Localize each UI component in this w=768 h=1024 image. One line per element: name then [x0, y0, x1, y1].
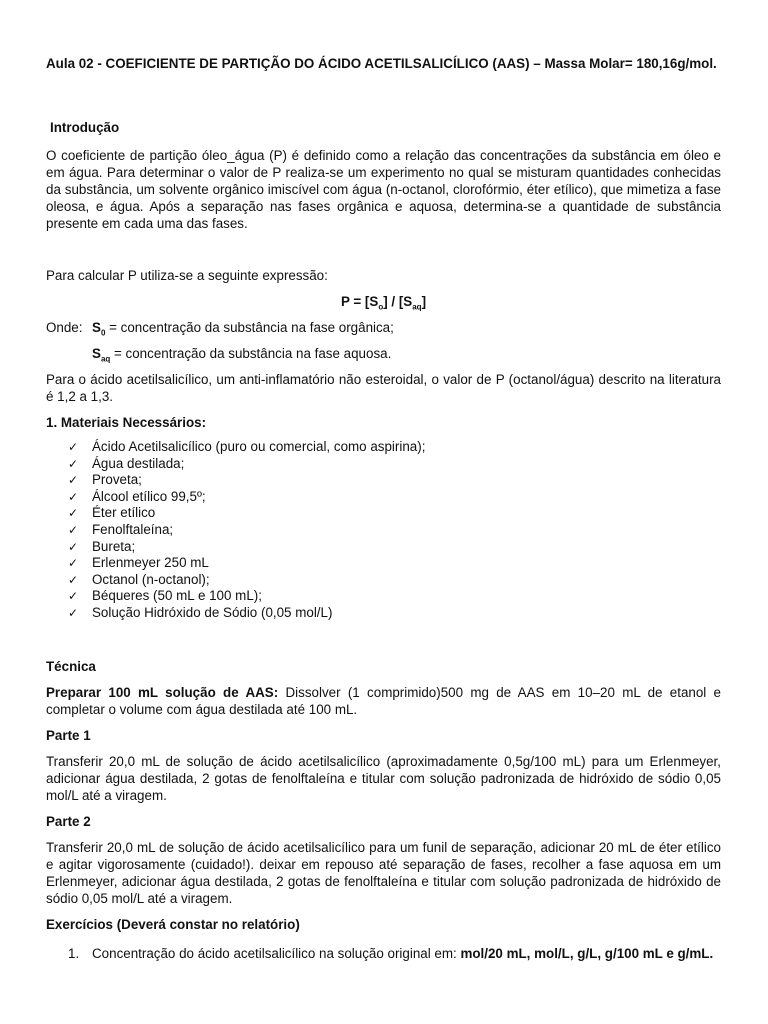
formula-lead: Para calcular P utiliza-se a seguinte expressão: — [46, 268, 328, 283]
material-item — [46, 439, 721, 456]
formula-sub-aq: aq — [412, 302, 422, 312]
material-item — [46, 505, 721, 522]
s0-sub: 0 — [100, 328, 106, 338]
checkmark-icon: ✓ — [68, 456, 79, 471]
material-item-text: Ácido Acetilsalicílico (puro ou comercial, como aspirina); — [92, 439, 426, 454]
material-item — [46, 555, 721, 572]
document-title: Aula 02 - COEFICIENTE DE PARTIÇÃO DO ÁCIDO ACETILSALICÍLICO (AAS) – Massa Molar= 180,16g/mol. — [46, 56, 717, 71]
material-item — [46, 572, 721, 589]
formula-part: ] — [421, 294, 427, 309]
material-item-text: Bureta; — [92, 538, 136, 554]
material-item-text: Fenolftaleína; — [92, 521, 174, 537]
checkmark-icon: ✓ — [68, 440, 79, 454]
formula-part: P = [S — [340, 294, 379, 309]
material-item — [46, 522, 721, 539]
material-item-text: Béqueres (50 mL e 100 mL); — [92, 588, 262, 604]
material-item-text: Proveta; — [92, 472, 142, 488]
intro-heading: Introdução — [50, 120, 120, 135]
exercise-text: Concentração do ácido acetilsalicílico na solução original em: — [92, 945, 461, 961]
exercise-item — [46, 942, 721, 966]
exercises-list — [46, 942, 721, 966]
aas-paragraph: Para o ácido acetilsalicílico, um anti-inflamatório não esteroidal, o valor de P (octanol/água) descrito na literatura é 1,2 a 1,3. — [46, 372, 721, 404]
formula-sub-o: o — [378, 302, 384, 312]
exercise-number: 1. — [68, 945, 80, 961]
s0-definition: = concentração da substância na fase orgânica; — [105, 320, 394, 335]
part2-heading: Parte 2 — [46, 813, 91, 829]
part1-heading: Parte 1 — [46, 727, 91, 743]
materials-list — [46, 439, 721, 622]
checkmark-icon: ✓ — [68, 539, 79, 554]
material-item — [46, 456, 721, 473]
prep-bold: Preparar 100 mL solução de AAS: — [46, 684, 279, 700]
saq-definition: = concentração da substância na fase aquosa. — [110, 346, 392, 361]
material-item-text: Solução Hidróxido de Sódio (0,05 mol/L) — [92, 604, 333, 620]
material-item-text: Éter etílico — [92, 505, 156, 521]
prep-text: Dissolver (1 comprimido)500 mg de AAS em 10–20 mL de etanol e completar o volume com água destilada até 100 mL. — [46, 684, 721, 717]
material-item-text: Octanol (n-octanol); — [92, 571, 210, 587]
part2-paragraph: Transferir 20,0 mL de solução de ácido acetilsalicílico para um funil de separação, adicionar 20 mL de éter etílico e agitar vigorosamente (cuidado!). deixar em repouso até separação de fases, recolher a fase aquosa em um Erlenmeyer, adicionar água destilada, 2 gotas de fenolftaleína e titular com solução padronizada de hidróxido de sódio 0,05 mol/L até a viragem. — [46, 839, 721, 906]
material-item — [46, 588, 721, 605]
exercises-heading: Exercícios (Deverá constar no relatório) — [46, 916, 300, 932]
definition-s0 — [46, 319, 721, 336]
material-item — [46, 472, 721, 489]
checkmark-icon: ✓ — [68, 556, 79, 571]
saq-symbol: S — [92, 346, 101, 361]
exercise-units: mol/20 mL, mol/L, g/L, g/100 mL e g/mL. — [460, 945, 714, 961]
materials-heading: 1. Materiais Necessários: — [46, 415, 207, 430]
prep-paragraph — [46, 684, 721, 718]
checkmark-icon: ✓ — [68, 572, 79, 587]
document-content — [46, 55, 721, 966]
material-item-text: Erlenmeyer 250 mL — [92, 555, 209, 571]
onde-label: Onde: — [46, 320, 83, 335]
material-item — [46, 605, 721, 622]
material-item — [46, 489, 721, 506]
saq-sub: aq — [100, 354, 111, 364]
material-item — [46, 539, 721, 556]
intro-paragraph: O coeficiente de partição óleo_água (P) é definido como a relação das concentrações da substância em óleo e em água. Para determinar o valor de P realiza-se um experimento no qual se misturam quantidades conhecidas da substância, um solvente orgânico imiscível com água (n-octanol, clorofórmio, éter etílico), que mimetiza a fase oleosa, e água. Após a separação nas fases orgânica e aquosa, determina-se a quantidade de substância presente em cada uma das fases. — [46, 148, 721, 231]
material-item-text: Água destilada; — [92, 455, 185, 471]
checkmark-icon: ✓ — [68, 489, 79, 504]
material-item-text: Álcool etílico 99,5º; — [92, 488, 206, 504]
part1-paragraph: Transferir 20,0 mL de solução de ácido acetilsalicílico (aproximadamente 0,5g/100 mL) para um Erlenmeyer, adicionar água destilada, 2 gotas de fenolftaleína e titular com solução padronizada de hidróxido de sódio 0,05 mol/L até a viragem. — [46, 753, 721, 803]
checkmark-icon: ✓ — [68, 506, 79, 521]
definition-saq — [46, 345, 721, 362]
checkmark-icon: ✓ — [68, 589, 79, 604]
checkmark-icon: ✓ — [68, 605, 79, 620]
formula-part: ] / [S — [383, 294, 413, 309]
checkmark-icon: ✓ — [68, 522, 79, 537]
partition-formula — [46, 293, 721, 310]
technique-heading: Técnica — [46, 658, 96, 674]
s0-symbol: S — [92, 320, 101, 335]
checkmark-icon: ✓ — [68, 473, 79, 488]
